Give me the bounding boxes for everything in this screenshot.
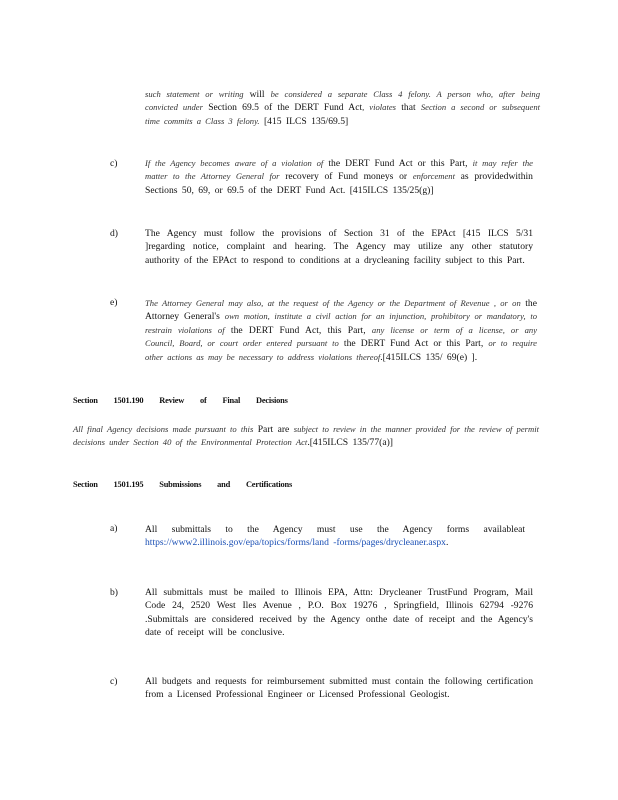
- item-d-paragraph: The Agency must follow the provisions of Section 31 of the EPAct [415 ILCS 5/31 ]regarding notice, complaint and hearing. The Agency may utilize any other statutory authority of the EPAct to respond to conditions at a drycleaning facility subject to this Part.: [145, 228, 533, 266]
- intro-text-6: that: [401, 102, 416, 114]
- item-c-text-2: the DERT Fund Act or this Part,: [328, 158, 468, 169]
- item-e-text-7: or to require other actions as may be necessary to address violations thereof: [145, 338, 537, 362]
- item-195a-end: .: [445, 537, 449, 549]
- item-d-label: d): [110, 228, 118, 239]
- intro-text-7: Section a second or subsequent time commits a Class 3 felony.: [145, 102, 541, 126]
- intro-text-1: such statement or writing: [145, 89, 244, 99]
- item-c-text-4: recovery of Fund moneys or: [285, 171, 408, 183]
- section-190-heading: Section 1501.190 Review of Final Decisions: [73, 396, 288, 405]
- item-e-text-6: the DERT Fund Act or this Part,: [343, 338, 484, 350]
- item-e-text-1: The Attorney General may also, at the request of the Agency or the Department of Revenue , or on: [145, 298, 521, 308]
- drycleaner-forms-link[interactable]: https://www2.illinois.gov/epa/topics/forms/land -forms/pages/drycleaner.aspx: [145, 537, 446, 549]
- section-190-citation: .[415ILCS 135/77(a)]: [307, 437, 393, 449]
- intro-text-5: , violates: [362, 102, 396, 113]
- section-190-text-2: Part are: [257, 424, 290, 435]
- item-195a-paragraph: [145, 523, 525, 550]
- intro-paragraph: [145, 88, 540, 128]
- item-e-citation: .[415ILCS 135/ 69(e) ].: [380, 351, 478, 363]
- section-190-text-3: subject to review in the manner provided for the review of permit decisions under Section 40 of the Environmental Protection Act: [73, 424, 539, 448]
- section-190-text-1: All final Agency decisions made pursuant to this: [73, 424, 254, 434]
- intro-text-3: be considered a separate Class 4 felony. A person who, after being convicted under: [145, 89, 541, 113]
- section-195-heading: Section 1501.195 Submissions and Certifications: [73, 480, 293, 489]
- item-c-text-6: as providedwithin Sections 50, 69, or 69.5 of the DERT Fund Act. [415ILCS 135/25(g)]: [145, 171, 533, 196]
- item-195c-label: c): [110, 676, 118, 687]
- item-e-paragraph: [145, 297, 537, 364]
- intro-text-4: Section 69.5 of the DERT Fund Act: [208, 102, 363, 114]
- item-c-text-3: it may refer the matter to the Attorney General for: [145, 158, 533, 182]
- item-e-text-3: own motion, institute a civil action for an injunction, prohibitory or mandatory, to restrain violations of: [145, 311, 538, 335]
- intro-citation: [415 ILCS 135/69.5]: [263, 115, 349, 127]
- item-195a-text: All submittals to the Agency must use the Agency forms availableat: [145, 524, 525, 535]
- item-195b-paragraph: All submittals must be mailed to Illinois EPA, Attn: Drycleaner TrustFund Program, Mail Code 24, 2520 West Iles Avenue , P.O. Box 19276 , Springfield, Illinois 62794 -9276 .Submittals are considered received by the Agency onthe date of receipt and the Agency's date of receipt will be conclusive.: [145, 587, 533, 639]
- item-c-label: c): [110, 158, 118, 169]
- intro-text-2: will: [249, 89, 265, 100]
- item-e-text-4: the DERT Fund Act, this Part,: [230, 324, 366, 336]
- item-e-text-5: any license or term of a license, or any Council, Board, or court order entered pursuant to: [145, 324, 538, 349]
- item-195a-label: a): [110, 523, 118, 534]
- item-c-paragraph: [145, 157, 533, 197]
- item-195c-paragraph: All budgets and requests for reimbursement submitted must contain the following certification from a Licensed Professional Engineer or Licensed Professional Geologist.: [145, 676, 533, 701]
- item-e-text-2: the Attorney General's: [145, 298, 537, 323]
- item-c-text-1: If the Agency becomes aware of a violation of: [145, 158, 324, 168]
- item-e-label: e): [110, 297, 118, 308]
- section-190-paragraph: [73, 423, 539, 450]
- item-195b-label: b): [110, 587, 118, 598]
- item-c-text-5: enforcement: [412, 171, 455, 182]
